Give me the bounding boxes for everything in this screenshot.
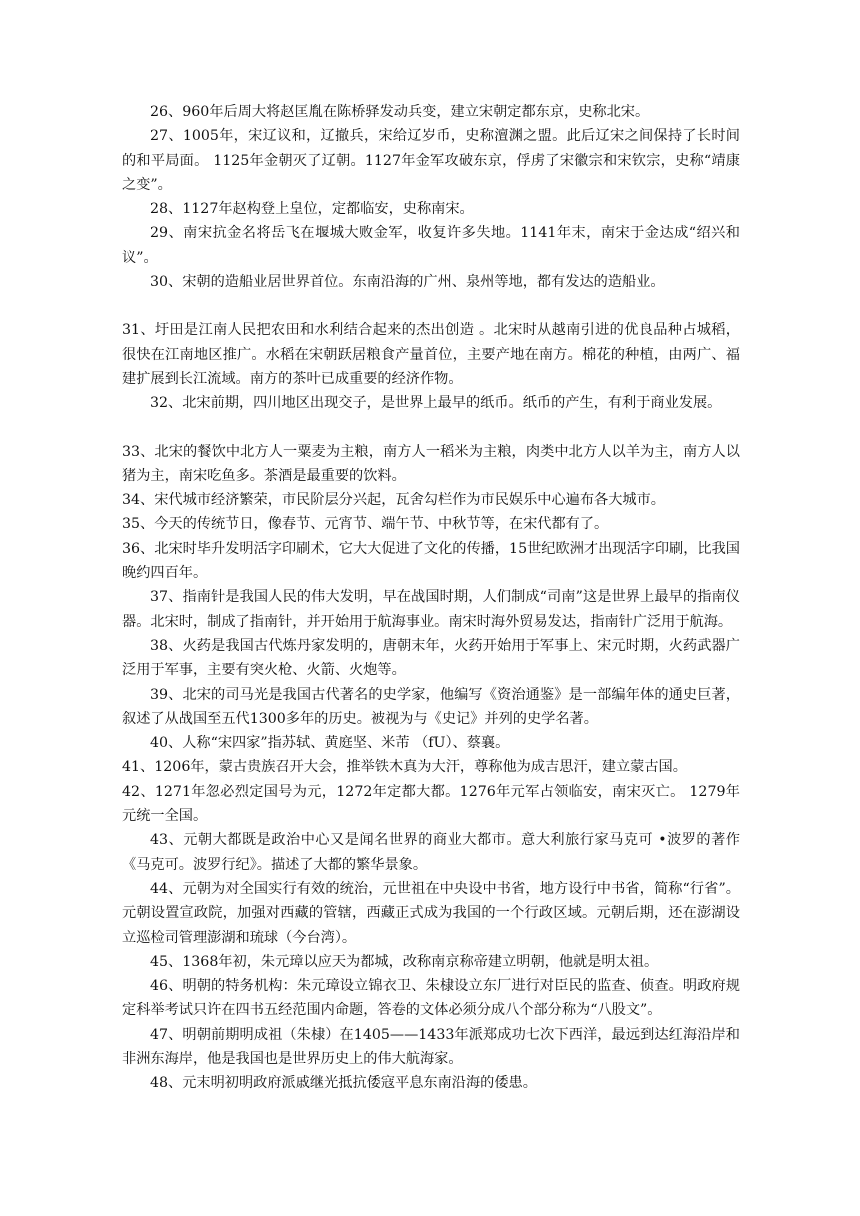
paragraph-40: 40、人称“宋四家”指苏轼、黄庭坚、米芾 （fU）、蔡襄。	[150, 735, 510, 752]
paragraph-28: 28、1127年赵构登上皇位，定都临安，史称南宋。	[150, 201, 474, 218]
paragraph-30: 30、宋朝的造船业居世界首位。东南沿海的广州、泉州等地，都有发达的造船业。	[150, 274, 665, 291]
paragraph-31: 31、圩田是江南人民把农田和水利结合起来的杰出创造 。北宋时从越南引进的优良品种占城稻，很快在江南地区推广。水稻在宋朝跃居粮食产量首位，主要产地在南方。棉花的种植，由两广、福建扩展到长江流域。南方的茶叶已成重要的经济作物。	[122, 322, 740, 387]
paragraph-41: 41、1206年，蒙古贵族召开大会，推举铁木真为大汗，尊称他为成吉思汗，建立蒙古国。	[122, 759, 687, 776]
paragraph-27: 27、1005年，宋辽议和，辽撤兵，宋给辽岁币，史称澶渊之盟。此后辽宋之间保持了长时间的和平局面。 1125年金朝灭了辽朝。1127年金军攻破东京，俘虏了宋徽宗和宋钦宗，史称“靖康之变”。	[122, 128, 740, 193]
paragraph-34: 34、宋代城市经济繁荣，市民阶层分兴起，瓦舍勾栏作为市民娱乐中心遍布各大城市。	[122, 492, 665, 509]
document-body	[122, 100, 740, 1096]
paragraph-36: 36、北宋时毕升发明活字印刷术，它大大促进了文化的传播，15世纪欧洲才出现活字印刷，比我国晚约四百年。	[122, 540, 740, 582]
paragraph-43: 43、元朝大都既是政治中心又是闻名世界的商业大都市。意大利旅行家马克可 •波罗的著作《马克可。波罗行纪》。描述了大都的繁华景象。	[122, 832, 740, 873]
paragraph-32: 32、北宋前期，四川地区出现交子，是世界上最早的纸币。纸币的产生，有利于商业发展。	[150, 395, 722, 412]
paragraph-46: 46、明朝的特务机构：朱元璋设立锦衣卫、朱棣设立东厂进行对臣民的监查、侦查。明政府规定科举考试只许在四书五经范围内命题，答卷的文体必须分成八个部分称为“八股文”。	[122, 978, 740, 1019]
paragraph-48: 48、元末明初明政府派戚继光抵抗倭寇平息东南沿海的倭患。	[150, 1075, 537, 1092]
paragraph-38: 38、火药是我国古代炼丹家发明的，唐朝末年，火药开始用于军事上、宋元时期，火药武器广泛用于军事，主要有突火枪、火箭、火炮等。	[122, 637, 740, 679]
paragraph-45: 45、1368年初，朱元璋以应天为都城，改称南京称帝建立明朝，他就是明太祖。	[150, 953, 659, 970]
paragraph-29: 29、南宋抗金名将岳飞在堰城大败金军，收复许多失地。1141年末，南宋于金达成“绍兴和议”。	[122, 225, 740, 266]
paragraph-37: 37、指南针是我国人民的伟大发明，早在战国时期，人们制成“司南”这是世界上最早的指南仪器。北宋时，制成了指南针，并开始用于航海事业。南宋时海外贸易发达，指南针广泛用于航海。	[122, 589, 740, 630]
paragraph-26: 26、960年后周大将赵匡胤在陈桥驿发动兵变，建立宋朝定都东京，史称北宋。	[150, 104, 650, 120]
paragraph-35: 35、今天的传统节日，像春节、元宵节、端午节、中秋节等，在宋代都有了。	[122, 516, 609, 533]
paragraph-42: 42、1271年忽必烈定国号为元，1272年定都大都。1276年元军占领临安，南宋灭亡。 1279年元统一全国。	[122, 783, 740, 825]
paragraph-39: 39、北宋的司马光是我国古代著名的史学家，他编写《资治通鉴》是一部编年体的通史巨著，叙述了从战国至五代1300多年的历史。被视为与《史记》并列的史学名著。	[122, 686, 740, 727]
paragraph-47: 47、明朝前期明成祖（朱棣）在1405——1433年派郑成功七次下西洋，最远到达红海沿岸和非洲东海岸，他是我国也是世界历史上的伟大航海家。	[122, 1026, 740, 1067]
paragraph-44: 44、元朝为对全国实行有效的统治，元世祖在中央设中书省，地方设行中书省，简称“行省”。元朝设置宣政院，加强对西藏的管辖，西藏正式成为我国的一个行政区域。元朝后期，还在澎湖设立巡检司管理澎湖和琉球（今台湾）。	[122, 880, 740, 946]
paragraph-33: 33、北宋的餐饮中北方人一粟麦为主粮，南方人一稻米为主粮，肉类中北方人以羊为主，南方人以猪为主，南宋吃鱼多。茶酒是最重要的饮料。	[122, 443, 740, 484]
